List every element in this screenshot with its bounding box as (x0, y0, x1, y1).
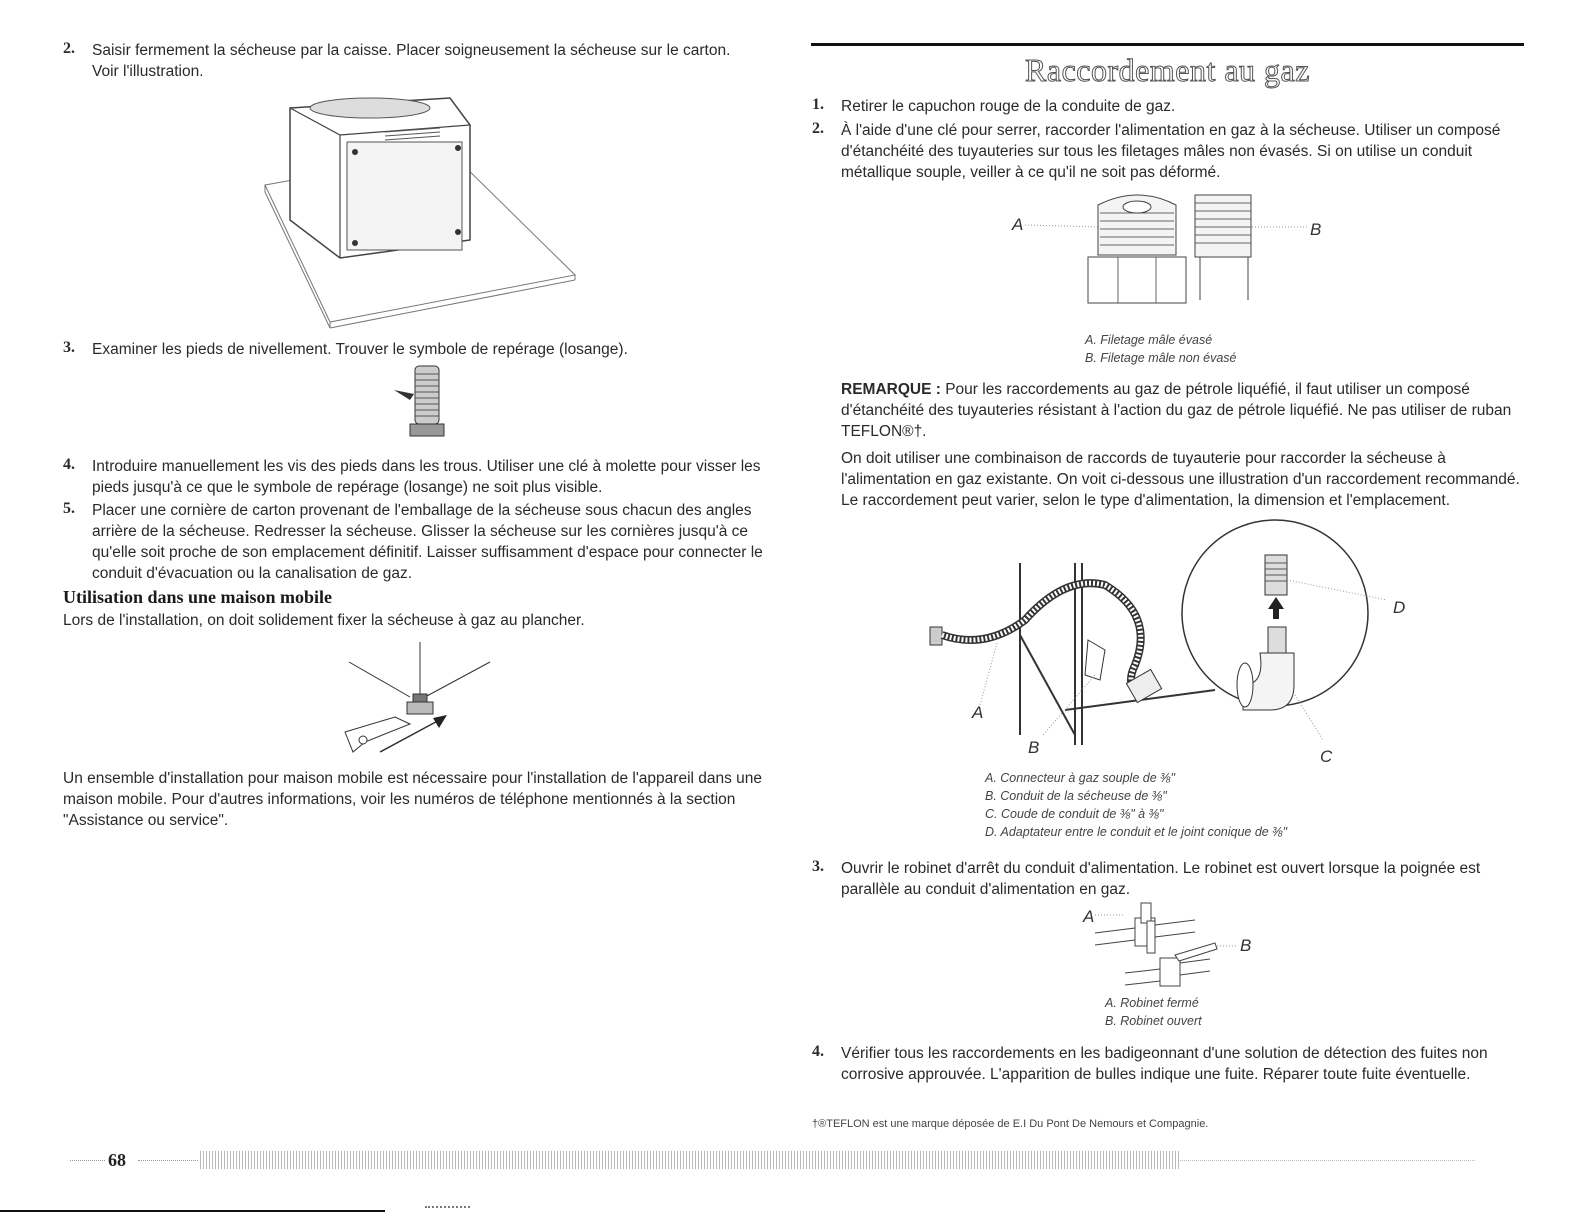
step-number: 4. (812, 1043, 824, 1060)
step-text: Retirer le capuchon rouge de la conduite de gaz. (841, 98, 1176, 115)
fittings-illustration (1020, 185, 1310, 315)
figure-label: C (1320, 747, 1333, 766)
footnote: †®TEFLON est une marque déposée de E.I Du Pont De Nemours et Compagnie. (812, 1118, 1209, 1130)
figure-caption: B. Conduit de la sécheuse de ⅜" (985, 789, 1167, 803)
remarque-label: REMARQUE : (841, 381, 941, 398)
figure-label: A (1083, 907, 1095, 926)
footer-dots-right (1180, 1160, 1475, 1161)
figure-label: D (1393, 598, 1406, 617)
figure-label: A (1012, 215, 1024, 234)
section-text: Lors de l'installation, on doit solidement fixer la sécheuse à gaz au plancher. (63, 612, 585, 629)
figure-caption: A. Connecteur à gaz souple de ⅜" (985, 771, 1175, 785)
page-number: 68 (108, 1150, 126, 1170)
footer-dots-left (70, 1160, 105, 1161)
paragraph: On doit utiliser une combinaison de raccords de tuyauterie pour raccorder la sécheuse à l'alimentation en gaz existante. On voit ci-dessous une illustration d'un raccordement recommandé. Le raccordement peut varier, selon le type d'alimentation, la dimension et l'emplacement. (841, 450, 1520, 509)
step-text: Vérifier tous les raccordements en les badigeonnant d'une solution de détection des fuites non corrosive approuvée. L'apparition de bulles indique une fuite. Réparer toute fuite éventuelle. (841, 1045, 1488, 1083)
gas-connection-illustration (925, 535, 1385, 755)
section-title: Raccordement au gaz (1025, 52, 1310, 88)
figure-caption: A. Filetage mâle évasé (1085, 333, 1213, 347)
figure-caption: A. Robinet fermé (1105, 996, 1199, 1010)
step-number: 5. (63, 500, 75, 517)
remarque-paragraph (841, 379, 1521, 442)
step-text: Examiner les pieds de nivellement. Trouver le symbole de repérage (losange). (92, 341, 628, 358)
figure-caption: B. Filetage mâle non évasé (1085, 351, 1237, 365)
step-text: À l'aide d'une clé pour serrer, raccorder l'alimentation en gaz à la sécheuse. Utiliser un composé d'étanchéité des tuyauteries sur tous les filetages mâles non évasés. Si on utilise un conduit métallique souple, veiller à ce qu'il ne soit pas déformé. (841, 122, 1501, 181)
step-number: 3. (63, 339, 75, 356)
step-text: Ouvrir le robinet d'arrêt du conduit d'alimentation. Le robinet est ouvert lorsque la poignée est parallèle au conduit d'alimentation en gaz. (841, 860, 1481, 898)
shutoff-valve-illustration (1095, 903, 1245, 993)
figure-label: B (1240, 936, 1252, 955)
bottom-rule (0, 1210, 385, 1212)
footer-dots-mid (138, 1160, 198, 1161)
step-number: 1. (812, 96, 824, 113)
remarque-text: Pour les raccordements au gaz de pétrole liquéfié, il faut utiliser un composé d'étanchéité des tuyauteries résistant à l'action du gaz de pétrole liquéfié. Ne pas utiliser de ruban TEFLON®†. (841, 381, 1512, 440)
footer-pattern-strip (200, 1151, 1180, 1169)
step-text: Introduire manuellement les vis des pieds dans les trous. Utiliser une clé à molette pour visser les pieds jusqu'à ce que le symbole de repérage (losange) ne soit plus visible. (92, 458, 761, 496)
title-rule (811, 43, 1524, 46)
step-text: Saisir fermement la sécheuse par la caisse. Placer soigneusement la sécheuse sur le carton. Voir l'illustration. (92, 42, 731, 80)
figure-caption: B. Robinet ouvert (1105, 1014, 1202, 1028)
step-number: 2. (812, 120, 824, 137)
figure-label: A (972, 703, 984, 722)
figure-label: B (1028, 738, 1040, 757)
step-number: 4. (63, 456, 75, 473)
step-number: 2. (63, 40, 75, 57)
paragraph: Un ensemble d'installation pour maison mobile est nécessaire pour l'installation de l'appareil dans une maison mobile. Pour d'autres informations, voir les numéros de téléphone mentionnés à la section "Assistance ou service". (63, 770, 763, 829)
section-heading: Utilisation dans une maison mobile (63, 587, 333, 607)
mobile-home-anchor-illustration (335, 642, 505, 762)
leveling-foot-illustration (390, 366, 460, 446)
bottom-dots (425, 1206, 470, 1208)
figure-label: B (1310, 220, 1322, 239)
figure-caption: C. Coude de conduit de ⅜" à ⅜" (985, 807, 1164, 821)
step-number: 3. (812, 858, 824, 875)
dryer-on-carton-illustration (255, 90, 585, 330)
step-text: Placer une cornière de carton provenant de l'emballage de la sécheuse sous chacun des angles arrière de la sécheuse. Redresser la sécheuse. Glisser la sécheuse sur les cornières jusqu'à ce qu'elle soit proche de son emplacement définitif. Laisser suffisamment d'espace pour connecter le conduit d'évacuation ou la canalisation de gaz. (92, 502, 763, 582)
figure-caption: D. Adaptateur entre le conduit et le joint conique de ⅜" (985, 825, 1288, 839)
